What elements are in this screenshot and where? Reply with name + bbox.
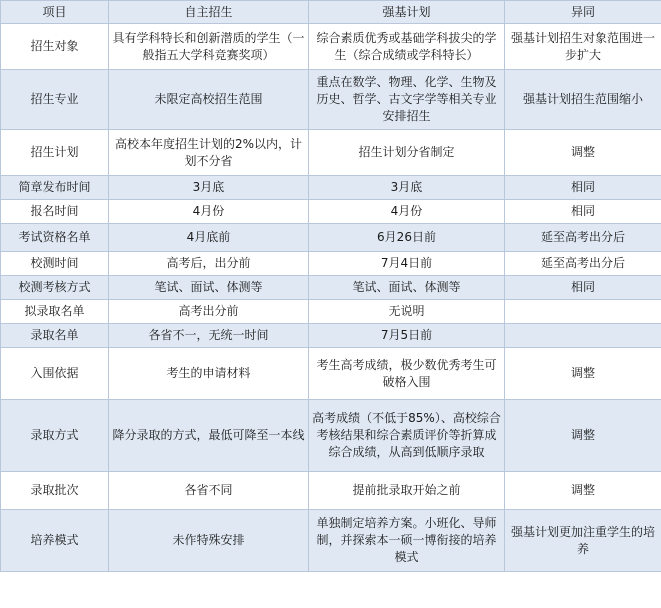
row-zizhu: 各省不同 xyxy=(109,472,309,510)
table-row xyxy=(1,252,661,276)
row-zizhu: 笔试、面试、体测等 xyxy=(109,276,309,300)
row-qiangji: 考生高考成绩，极少数优秀考生可破格入围 xyxy=(309,348,505,400)
row-diff: 强基计划招生对象范围进一步扩大 xyxy=(505,24,661,70)
row-item: 录取名单 xyxy=(1,324,109,348)
table-row xyxy=(1,24,661,70)
row-item: 校测时间 xyxy=(1,252,109,276)
header-zizhu: 自主招生 xyxy=(109,1,309,24)
row-zizhu: 3月底 xyxy=(109,176,309,200)
row-diff: 延至高考出分后 xyxy=(505,224,661,252)
row-qiangji: 招生计划分省制定 xyxy=(309,130,505,176)
row-qiangji: 综合素质优秀或基础学科拔尖的学生（综合成绩或学科特长） xyxy=(309,24,505,70)
row-zizhu: 高考后，出分前 xyxy=(109,252,309,276)
row-zizhu: 具有学科特长和创新潜质的学生（一般指五大学科竞赛奖项） xyxy=(109,24,309,70)
row-item: 培养模式 xyxy=(1,510,109,572)
row-zizhu: 未作特殊安排 xyxy=(109,510,309,572)
header-qiangji: 强基计划 xyxy=(309,1,505,24)
row-zizhu: 降分录取的方式，最低可降至一本线 xyxy=(109,400,309,472)
table-row xyxy=(1,200,661,224)
row-diff: 强基计划更加注重学生的培养 xyxy=(505,510,661,572)
row-diff: 调整 xyxy=(505,472,661,510)
row-qiangji: 7月5日前 xyxy=(309,324,505,348)
row-qiangji: 7月4日前 xyxy=(309,252,505,276)
row-item: 录取批次 xyxy=(1,472,109,510)
row-item: 报名时间 xyxy=(1,200,109,224)
row-diff: 延至高考出分后 xyxy=(505,252,661,276)
row-qiangji: 6月26日前 xyxy=(309,224,505,252)
header-diff: 异同 xyxy=(505,1,661,24)
row-qiangji: 笔试、面试、体测等 xyxy=(309,276,505,300)
row-diff xyxy=(505,300,661,324)
row-diff: 调整 xyxy=(505,348,661,400)
row-diff: 强基计划招生范围缩小 xyxy=(505,70,661,130)
row-item: 拟录取名单 xyxy=(1,300,109,324)
row-diff: 调整 xyxy=(505,130,661,176)
row-diff: 调整 xyxy=(505,400,661,472)
table-row xyxy=(1,176,661,200)
table-row xyxy=(1,348,661,400)
row-item: 录取方式 xyxy=(1,400,109,472)
row-qiangji: 无说明 xyxy=(309,300,505,324)
table-row xyxy=(1,400,661,472)
row-item: 招生专业 xyxy=(1,70,109,130)
table-row xyxy=(1,130,661,176)
header-row xyxy=(1,1,661,24)
header-item: 项目 xyxy=(1,1,109,24)
row-item: 简章发布时间 xyxy=(1,176,109,200)
table-row xyxy=(1,276,661,300)
row-zizhu: 4月份 xyxy=(109,200,309,224)
table-row xyxy=(1,70,661,130)
row-item: 入围依据 xyxy=(1,348,109,400)
row-item: 考试资格名单 xyxy=(1,224,109,252)
row-diff: 相同 xyxy=(505,200,661,224)
row-qiangji: 单独制定培养方案。小班化、导师制，并探索本一硕一博衔接的培养模式 xyxy=(309,510,505,572)
table-row xyxy=(1,300,661,324)
table-row xyxy=(1,224,661,252)
row-diff: 相同 xyxy=(505,276,661,300)
table-row xyxy=(1,324,661,348)
row-zizhu: 考生的申请材料 xyxy=(109,348,309,400)
row-diff xyxy=(505,324,661,348)
row-item: 招生对象 xyxy=(1,24,109,70)
table-row xyxy=(1,510,661,572)
row-qiangji: 3月底 xyxy=(309,176,505,200)
row-zizhu: 高考出分前 xyxy=(109,300,309,324)
row-qiangji: 重点在数学、物理、化学、生物及历史、哲学、古文字学等相关专业安排招生 xyxy=(309,70,505,130)
row-qiangji: 高考成绩（不低于85%）、高校综合考核结果和综合素质评价等折算成综合成绩，从高到低顺序录取 xyxy=(309,400,505,472)
row-item: 校测考核方式 xyxy=(1,276,109,300)
table-row xyxy=(1,472,661,510)
row-zizhu: 未限定高校招生范围 xyxy=(109,70,309,130)
row-diff: 相同 xyxy=(505,176,661,200)
row-zizhu: 各省不一，无统一时间 xyxy=(109,324,309,348)
row-zizhu: 4月底前 xyxy=(109,224,309,252)
row-qiangji: 4月份 xyxy=(309,200,505,224)
row-zizhu: 高校本年度招生计划的2%以内，计划不分省 xyxy=(109,130,309,176)
row-item: 招生计划 xyxy=(1,130,109,176)
row-qiangji: 提前批录取开始之前 xyxy=(309,472,505,510)
